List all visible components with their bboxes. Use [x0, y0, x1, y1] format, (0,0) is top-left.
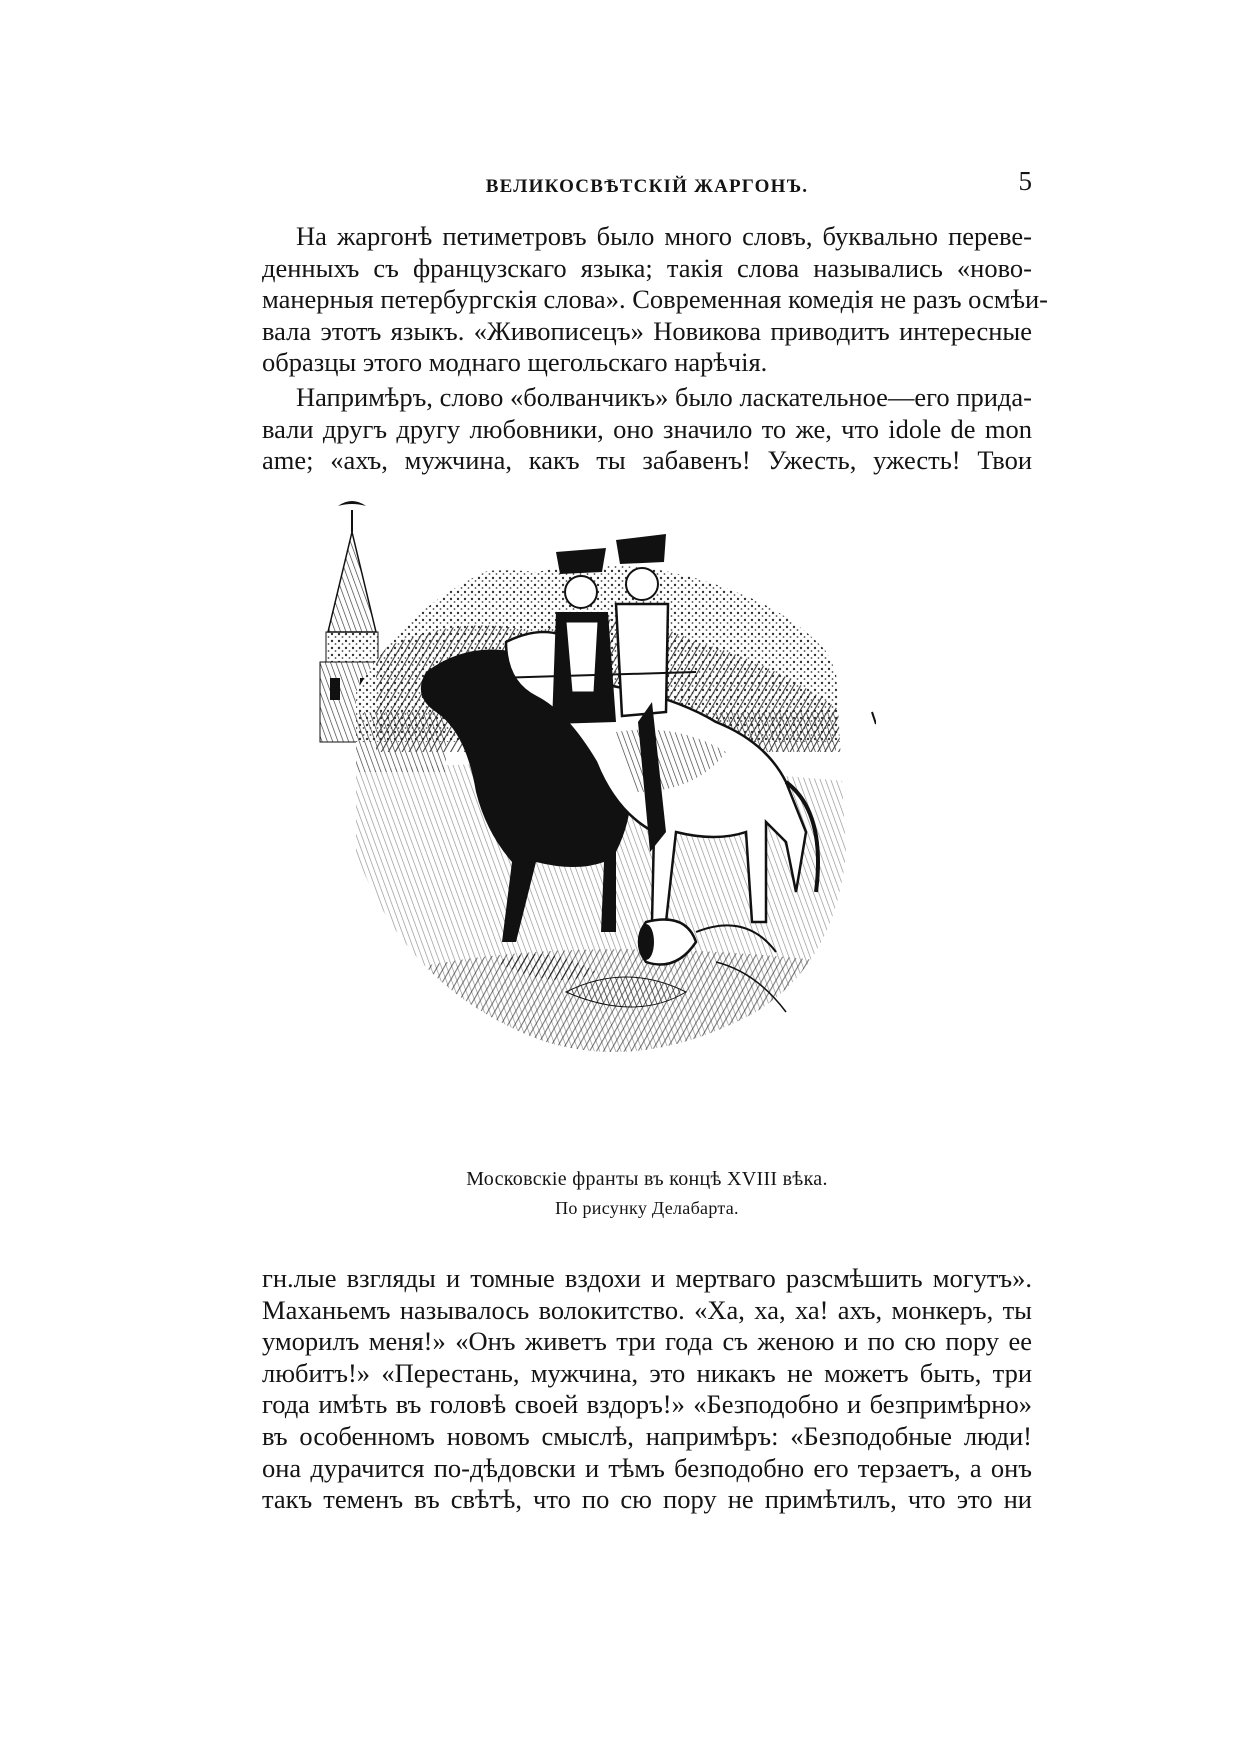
- text-line: въ особенномъ новомъ смыслѣ, напримѣръ: «Безподобные люди!: [262, 1420, 1032, 1451]
- page-header: [262, 166, 1032, 200]
- text-line: денныхъ съ французскаго языка; такія слова назывались «ново-: [262, 252, 1032, 283]
- figure-caption: Московскіе франты въ концѣ XVIII вѣка.: [466, 1168, 828, 1190]
- engraving-illustration: [316, 492, 876, 1152]
- text-line: такъ теменъ въ свѣтѣ, что по сю пору не примѣтилъ, что это ни: [262, 1484, 1032, 1515]
- paragraph-2: [262, 382, 1032, 477]
- text-line: года имѣть въ головѣ своей вздоръ!» «Безподобно и безпримѣрно»: [262, 1389, 1032, 1420]
- paragraph-3: [262, 1263, 1032, 1516]
- text-line: образцы этого моднаго щегольскаго нарѣчія.: [262, 347, 768, 378]
- text-line: Напримѣръ, слово «болванчикъ» было ласкательное—его прида-: [296, 382, 1032, 412]
- text-line: манерныя петербургскія слова». Современная комедія не разъ осмѣи-: [262, 284, 1048, 315]
- text-line: уморилъ меня!» «Онъ живетъ три года съ женою и по сю пору ее: [262, 1326, 1032, 1357]
- figure-credit: По рисунку Делабарта.: [555, 1198, 739, 1218]
- text-line: На жаргонѣ петиметровъ было много словъ, буквально переве-: [296, 221, 1032, 251]
- text-line: Маханьемъ называлось волокитство. «Ха, ха, ха! ахъ, монкеръ, ты: [262, 1294, 1032, 1325]
- text-line: гн.лые взгляды и томные вздохи и мертваго разсмѣшить могутъ».: [262, 1263, 1032, 1293]
- paragraph-1: [262, 221, 1048, 379]
- running-title: ВЕЛИКОСВѢТСКІЙ ЖАРГОНЪ.: [485, 176, 809, 197]
- text-line: вала этотъ языкъ. «Живописецъ» Новикова приводитъ интересные: [262, 315, 1032, 346]
- text-line: вали другъ другу любовники, оно значило то же, что idole de mon: [262, 413, 1032, 444]
- text-line: она дурачится по-дѣдовски и тѣмъ безподобно его терзаетъ, а онъ: [262, 1452, 1032, 1483]
- text-line: ame; «ахъ, мужчина, какъ ты забавенъ! Ужесть, ужесть! Твои: [262, 445, 1032, 476]
- page-number: 5: [1018, 166, 1032, 196]
- text-line: любитъ!» «Перестань, мужчина, это никакъ не можетъ быть, три: [262, 1357, 1032, 1388]
